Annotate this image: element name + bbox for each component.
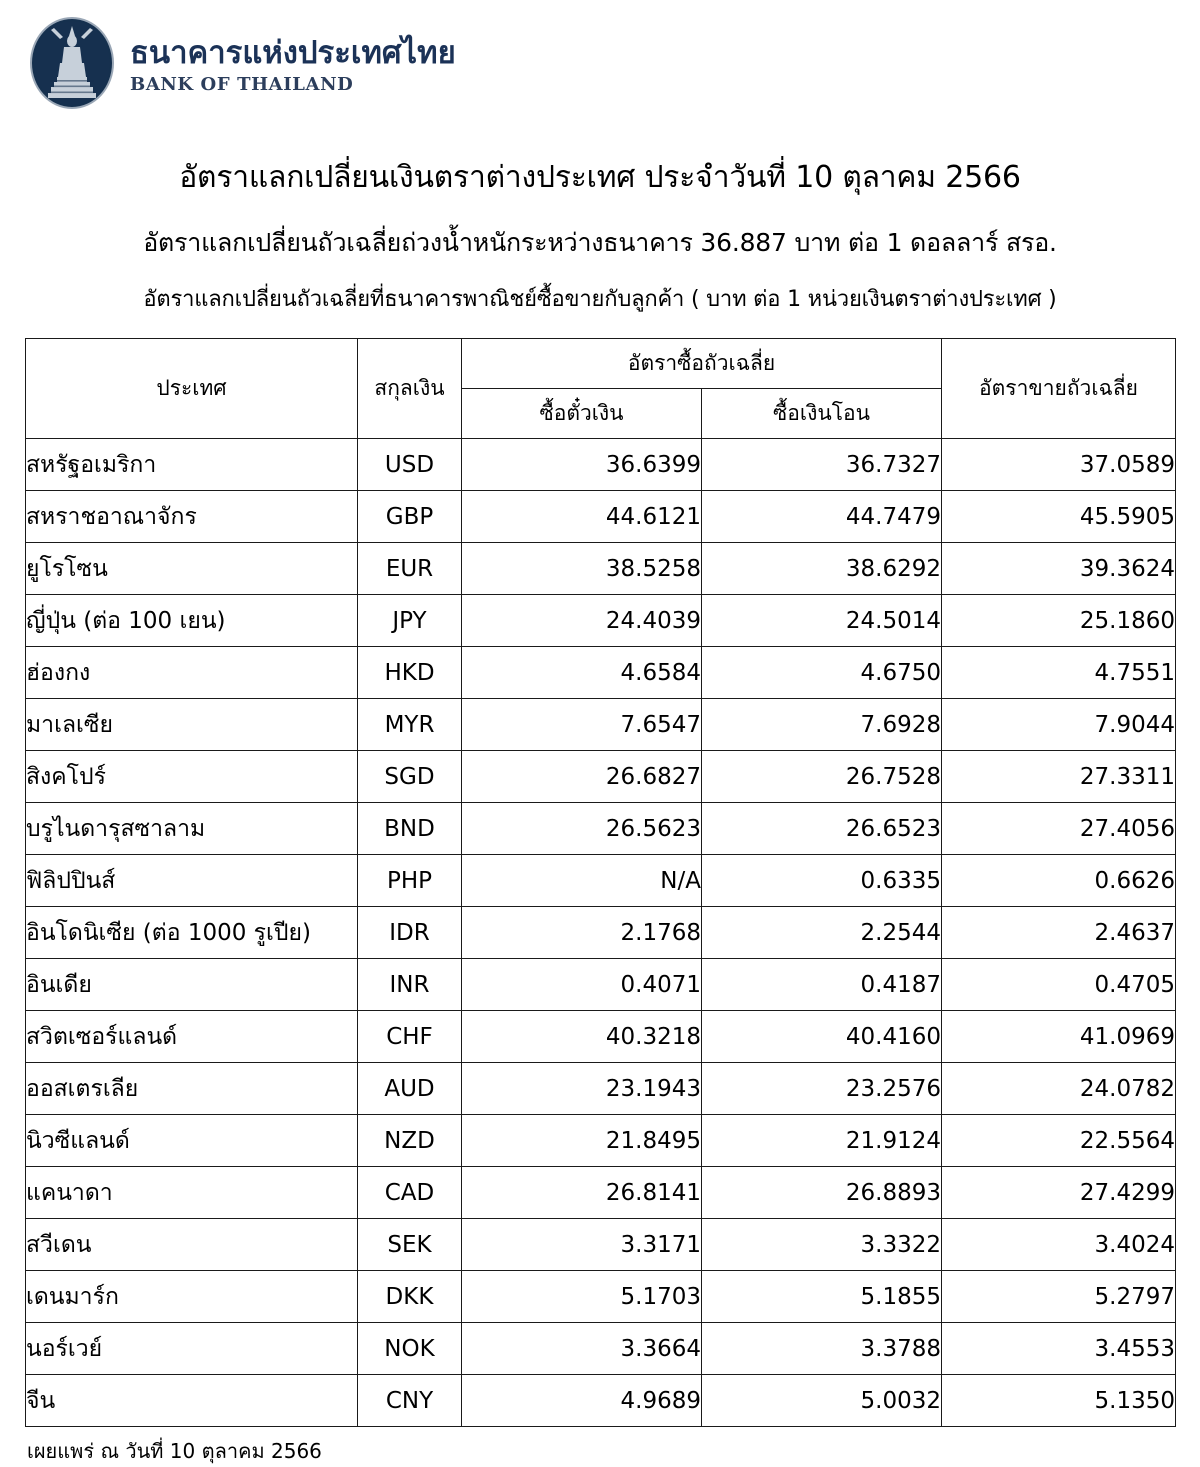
cell-selling-rate: 27.4299 xyxy=(942,1167,1176,1219)
table-row xyxy=(26,855,1176,907)
cell-country: สวีเดน xyxy=(26,1219,358,1271)
cell-buying-transfer: 24.5014 xyxy=(702,595,942,647)
cell-currency-code: PHP xyxy=(358,855,462,907)
cell-buying-transfer: 26.8893 xyxy=(702,1167,942,1219)
cell-currency-code: EUR xyxy=(358,543,462,595)
table-row xyxy=(26,543,1176,595)
cell-country: จีน xyxy=(26,1375,358,1427)
cell-buying-transfer: 7.6928 xyxy=(702,699,942,751)
cell-buying-transfer: 0.4187 xyxy=(702,959,942,1011)
commercial-bank-average-note: อัตราแลกเปลี่ยนถัวเฉลี่ยที่ธนาคารพาณิชย์ซื้อขายกับลูกค้า ( บาท ต่อ 1 หน่วยเงินตราต่างประเทศ ) xyxy=(143,287,1057,312)
cell-buying-sight-bill: 26.6827 xyxy=(462,751,702,803)
table-row xyxy=(26,699,1176,751)
cell-buying-transfer: 0.6335 xyxy=(702,855,942,907)
cell-country: ญี่ปุ่น (ต่อ 100 เยน) xyxy=(26,595,358,647)
cell-selling-rate: 27.4056 xyxy=(942,803,1176,855)
publication-note: เผยแพร่ ณ วันที่ 10 ตุลาคม 2566 xyxy=(27,1439,322,1463)
cell-buying-transfer: 40.4160 xyxy=(702,1011,942,1063)
header-buying-transfer: ซื้อเงินโอน xyxy=(702,389,942,439)
cell-selling-rate: 41.0969 xyxy=(942,1011,1176,1063)
table-row xyxy=(26,1063,1176,1115)
brand-name-english: BANK OF THAILAND xyxy=(130,74,354,95)
cell-selling-rate: 39.3624 xyxy=(942,543,1176,595)
cell-selling-rate: 5.1350 xyxy=(942,1375,1176,1427)
table-header-row-top xyxy=(26,339,1176,389)
cell-buying-transfer: 44.7479 xyxy=(702,491,942,543)
cell-currency-code: JPY xyxy=(358,595,462,647)
cell-country: นอร์เวย์ xyxy=(26,1323,358,1375)
cell-selling-rate: 22.5564 xyxy=(942,1115,1176,1167)
cell-currency-code: DKK xyxy=(358,1271,462,1323)
cell-country: เดนมาร์ก xyxy=(26,1271,358,1323)
cell-selling-rate: 0.4705 xyxy=(942,959,1176,1011)
table-row xyxy=(26,1011,1176,1063)
header-buying-sight-bill: ซื้อตั๋วเงิน xyxy=(462,389,702,439)
cell-currency-code: BND xyxy=(358,803,462,855)
cell-buying-transfer: 5.0032 xyxy=(702,1375,942,1427)
cell-currency-code: IDR xyxy=(358,907,462,959)
cell-buying-sight-bill: 3.3664 xyxy=(462,1323,702,1375)
cell-currency-code: INR xyxy=(358,959,462,1011)
cell-country: อินโดนิเซีย (ต่อ 1000 รูเปีย) xyxy=(26,907,358,959)
cell-selling-rate: 0.6626 xyxy=(942,855,1176,907)
cell-selling-rate: 25.1860 xyxy=(942,595,1176,647)
cell-country: บรูไนดารุสซาลาม xyxy=(26,803,358,855)
cell-buying-transfer: 23.2576 xyxy=(702,1063,942,1115)
table-row xyxy=(26,1167,1176,1219)
cell-buying-transfer: 38.6292 xyxy=(702,543,942,595)
page-title: อัตราแลกเปลี่ยนเงินตราต่างประเทศ ประจำวันที่ 10 ตุลาคม 2566 xyxy=(179,160,1021,195)
cell-selling-rate: 4.7551 xyxy=(942,647,1176,699)
cell-buying-transfer: 2.2544 xyxy=(702,907,942,959)
cell-buying-sight-bill: 4.6584 xyxy=(462,647,702,699)
cell-currency-code: AUD xyxy=(358,1063,462,1115)
header-currency: สกุลเงิน xyxy=(358,339,462,439)
cell-selling-rate: 37.0589 xyxy=(942,439,1176,491)
cell-buying-transfer: 3.3322 xyxy=(702,1219,942,1271)
cell-buying-sight-bill: 36.6399 xyxy=(462,439,702,491)
cell-currency-code: CHF xyxy=(358,1011,462,1063)
exchange-rate-table-container xyxy=(25,338,1175,1427)
title-block xyxy=(0,154,1200,316)
cell-selling-rate: 3.4024 xyxy=(942,1219,1176,1271)
cell-country: ฮ่องกง xyxy=(26,647,358,699)
cell-buying-sight-bill: 44.6121 xyxy=(462,491,702,543)
header-buying-group: อัตราซื้อถัวเฉลี่ย xyxy=(462,339,942,389)
cell-country: สหรัฐอเมริกา xyxy=(26,439,358,491)
cell-currency-code: GBP xyxy=(358,491,462,543)
cell-currency-code: CAD xyxy=(358,1167,462,1219)
cell-country: สวิตเซอร์แลนด์ xyxy=(26,1011,358,1063)
cell-buying-sight-bill: 3.3171 xyxy=(462,1219,702,1271)
exchange-rate-table xyxy=(25,338,1176,1427)
cell-selling-rate: 2.4637 xyxy=(942,907,1176,959)
cell-buying-sight-bill: 5.1703 xyxy=(462,1271,702,1323)
cell-currency-code: NOK xyxy=(358,1323,462,1375)
cell-currency-code: SEK xyxy=(358,1219,462,1271)
table-body xyxy=(26,439,1176,1427)
cell-buying-sight-bill: 7.6547 xyxy=(462,699,702,751)
cell-buying-sight-bill: 21.8495 xyxy=(462,1115,702,1167)
cell-buying-sight-bill: 26.8141 xyxy=(462,1167,702,1219)
cell-country: นิวซีแลนด์ xyxy=(26,1115,358,1167)
cell-buying-transfer: 4.6750 xyxy=(702,647,942,699)
cell-buying-sight-bill: 26.5623 xyxy=(462,803,702,855)
cell-buying-transfer: 3.3788 xyxy=(702,1323,942,1375)
cell-country: สิงคโปร์ xyxy=(26,751,358,803)
cell-country: มาเลเซีย xyxy=(26,699,358,751)
bank-of-thailand-seal-icon xyxy=(26,15,118,111)
cell-buying-sight-bill: 2.1768 xyxy=(462,907,702,959)
cell-buying-sight-bill: 23.1943 xyxy=(462,1063,702,1115)
table-row xyxy=(26,1115,1176,1167)
table-header xyxy=(26,339,1176,439)
cell-country: สหราชอาณาจักร xyxy=(26,491,358,543)
cell-buying-transfer: 26.7528 xyxy=(702,751,942,803)
table-row xyxy=(26,1375,1176,1427)
cell-country: อินเดีย xyxy=(26,959,358,1011)
cell-buying-sight-bill: 4.9689 xyxy=(462,1375,702,1427)
cell-selling-rate: 3.4553 xyxy=(942,1323,1176,1375)
cell-currency-code: NZD xyxy=(358,1115,462,1167)
header-selling-rate: อัตราขายถัวเฉลี่ย xyxy=(942,339,1176,439)
table-row xyxy=(26,1323,1176,1375)
table-row xyxy=(26,751,1176,803)
table-row xyxy=(26,907,1176,959)
table-row xyxy=(26,803,1176,855)
cell-buying-transfer: 36.7327 xyxy=(702,439,942,491)
cell-selling-rate: 27.3311 xyxy=(942,751,1176,803)
table-row xyxy=(26,491,1176,543)
table-row xyxy=(26,595,1176,647)
cell-buying-sight-bill: 40.3218 xyxy=(462,1011,702,1063)
table-row xyxy=(26,1219,1176,1271)
interbank-weighted-average-note: อัตราแลกเปลี่ยนถัวเฉลี่ยถ่วงน้ำหนักระหว่างธนาคาร 36.887 บาท ต่อ 1 ดอลลาร์ สรอ. xyxy=(143,228,1057,257)
table-row xyxy=(26,647,1176,699)
cell-buying-transfer: 26.6523 xyxy=(702,803,942,855)
cell-country: ออสเตรเลีย xyxy=(26,1063,358,1115)
page-header xyxy=(0,0,1200,112)
table-row xyxy=(26,439,1176,491)
cell-buying-transfer: 5.1855 xyxy=(702,1271,942,1323)
cell-currency-code: CNY xyxy=(358,1375,462,1427)
cell-buying-sight-bill: 24.4039 xyxy=(462,595,702,647)
cell-country: ฟิลิปปินส์ xyxy=(26,855,358,907)
cell-buying-sight-bill: 38.5258 xyxy=(462,543,702,595)
cell-selling-rate: 5.2797 xyxy=(942,1271,1176,1323)
brand-name-thai: ธนาคารแห่งประเทศไทย xyxy=(130,35,456,71)
cell-country: แคนาดา xyxy=(26,1167,358,1219)
table-row xyxy=(26,959,1176,1011)
cell-currency-code: MYR xyxy=(358,699,462,751)
cell-buying-transfer: 21.9124 xyxy=(702,1115,942,1167)
table-row xyxy=(26,1271,1176,1323)
cell-selling-rate: 7.9044 xyxy=(942,699,1176,751)
cell-currency-code: SGD xyxy=(358,751,462,803)
cell-buying-sight-bill: N/A xyxy=(462,855,702,907)
cell-selling-rate: 45.5905 xyxy=(942,491,1176,543)
cell-currency-code: HKD xyxy=(358,647,462,699)
cell-selling-rate: 24.0782 xyxy=(942,1063,1176,1115)
cell-country: ยูโรโซน xyxy=(26,543,358,595)
cell-currency-code: USD xyxy=(358,439,462,491)
cell-buying-sight-bill: 0.4071 xyxy=(462,959,702,1011)
header-country: ประเทศ xyxy=(26,339,358,439)
